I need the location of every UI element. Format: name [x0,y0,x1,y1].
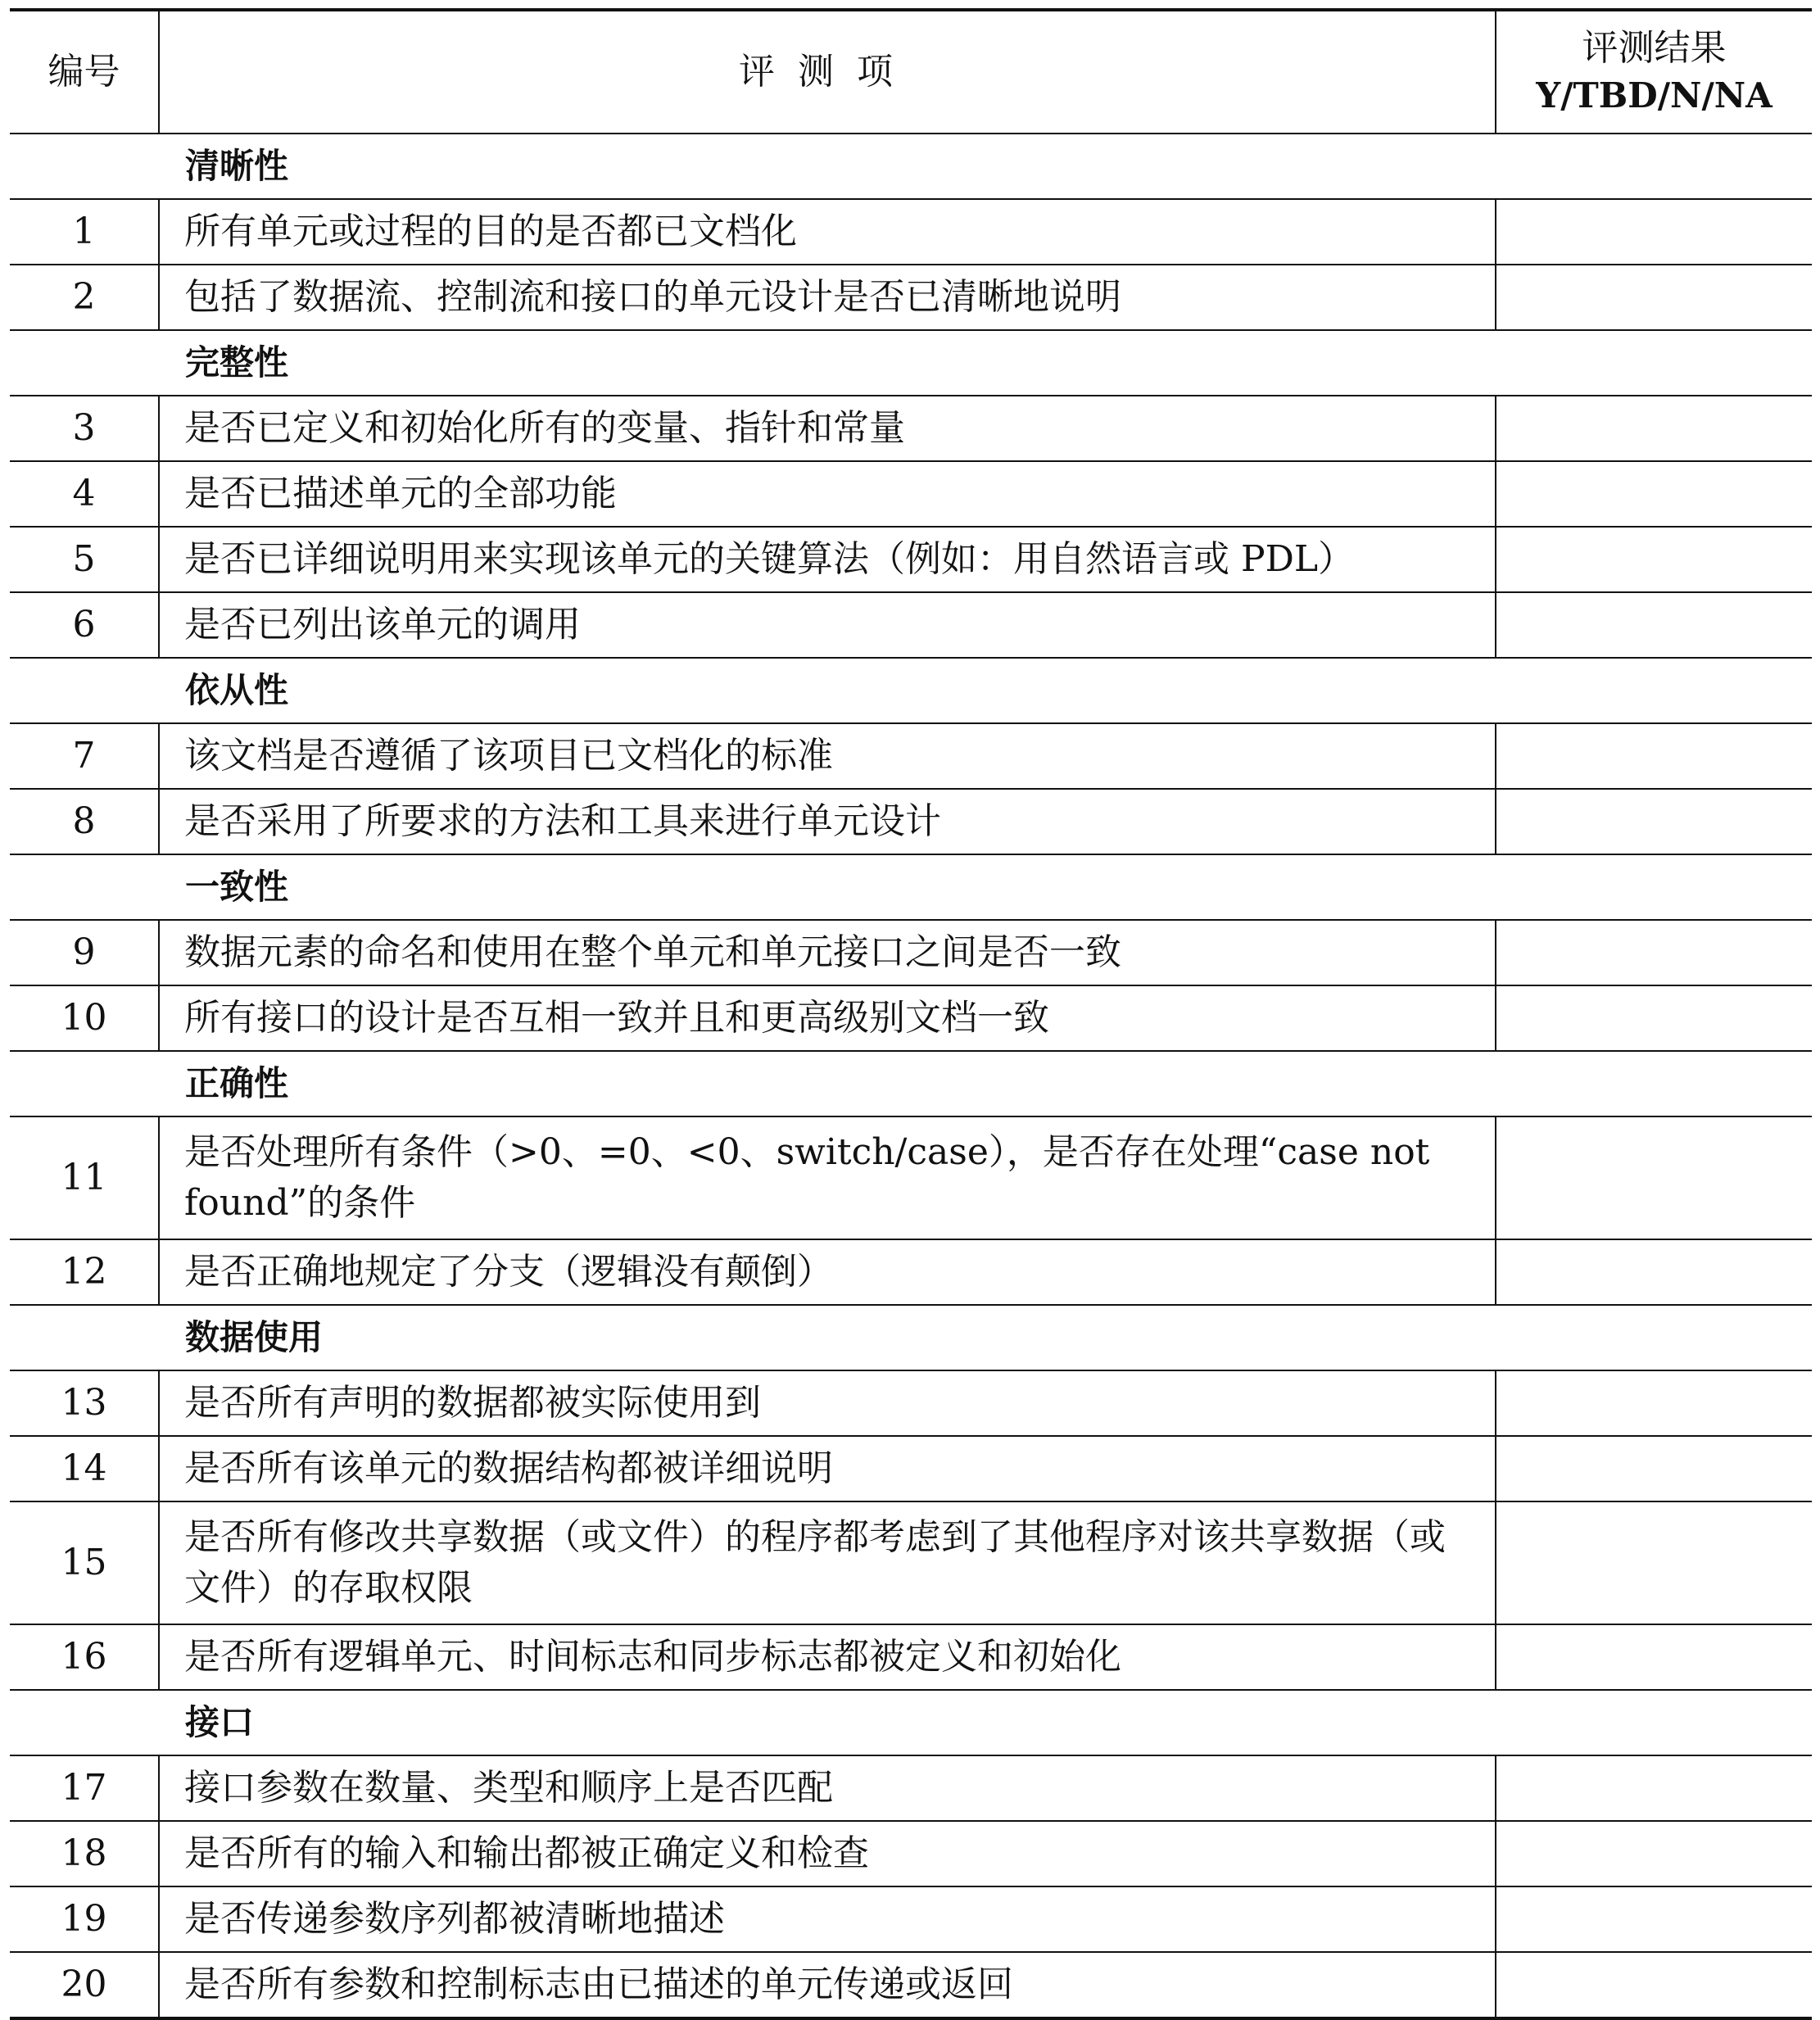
category-row [10,134,1812,199]
checklist-row [10,527,1812,592]
item-text: 是否处理所有条件（>0、=0、<0、switch/case），是否存在处理“case not found”的条件 [159,1116,1496,1239]
item-text: 包括了数据流、控制流和接口的单元设计是否已清晰地说明 [159,265,1496,330]
review-checklist-table [10,8,1812,2020]
result-cell[interactable] [1496,527,1812,592]
category-label: 一致性 [159,854,1812,920]
checklist-row [10,1239,1812,1305]
category-label: 依从性 [159,658,1812,723]
checklist-row [10,1952,1812,2018]
item-text: 是否所有声明的数据都被实际使用到 [159,1370,1496,1436]
category-label: 清晰性 [159,134,1812,199]
category-row [10,330,1812,396]
item-number: 17 [10,1755,159,1821]
result-cell[interactable] [1496,985,1812,1051]
checklist-row [10,985,1812,1051]
item-number: 10 [10,985,159,1051]
header-result-codes: Y/TBD/N/NA [1536,75,1772,115]
item-text: 是否已列出该单元的调用 [159,592,1496,658]
category-number-cell [10,658,159,723]
checklist-row [10,265,1812,330]
item-text: 是否所有逻辑单元、时间标志和同步标志都被定义和初始化 [159,1624,1496,1690]
result-cell[interactable] [1496,723,1812,789]
result-cell[interactable] [1496,1116,1812,1239]
category-number-cell [10,854,159,920]
category-number-cell [10,1690,159,1755]
checklist-row [10,723,1812,789]
category-row [10,1305,1812,1370]
item-number: 19 [10,1886,159,1952]
item-number: 18 [10,1821,159,1886]
checklist-row [10,461,1812,527]
checklist-row [10,1886,1812,1952]
category-number-cell [10,1305,159,1370]
checklist-row [10,1436,1812,1501]
category-label: 正确性 [159,1051,1812,1116]
result-cell[interactable] [1496,1624,1812,1690]
item-text: 是否采用了所要求的方法和工具来进行单元设计 [159,789,1496,854]
result-cell[interactable] [1496,1755,1812,1821]
checklist-row [10,1624,1812,1690]
item-number: 5 [10,527,159,592]
result-cell[interactable] [1496,789,1812,854]
checklist-body [10,134,1812,2018]
category-label: 数据使用 [159,1305,1812,1370]
item-number: 6 [10,592,159,658]
checklist-row [10,1116,1812,1239]
item-number: 12 [10,1239,159,1305]
item-text: 是否已详细说明用来实现该单元的关键算法（例如：用自然语言或 PDL） [159,527,1496,592]
category-row [10,854,1812,920]
result-cell[interactable] [1496,920,1812,985]
checklist-row [10,920,1812,985]
item-number: 15 [10,1501,159,1624]
item-text: 所有接口的设计是否互相一致并且和更高级别文档一致 [159,985,1496,1051]
result-cell[interactable] [1496,199,1812,265]
category-row [10,658,1812,723]
result-cell[interactable] [1496,461,1812,527]
result-cell[interactable] [1496,592,1812,658]
result-cell[interactable] [1496,1952,1812,2018]
result-cell[interactable] [1496,265,1812,330]
checklist-row [10,1821,1812,1886]
category-label: 完整性 [159,330,1812,396]
item-number: 4 [10,461,159,527]
checklist-row [10,789,1812,854]
item-text: 是否正确地规定了分支（逻辑没有颠倒） [159,1239,1496,1305]
item-text: 是否已定义和初始化所有的变量、指针和常量 [159,396,1496,461]
item-number: 1 [10,199,159,265]
item-number: 20 [10,1952,159,2018]
item-text: 是否所有修改共享数据（或文件）的程序都考虑到了其他程序对该共享数据（或文件）的存取权限 [159,1501,1496,1624]
item-number: 3 [10,396,159,461]
item-number: 9 [10,920,159,985]
result-cell[interactable] [1496,396,1812,461]
table-header-row [10,10,1812,134]
item-number: 2 [10,265,159,330]
header-result [1496,10,1812,134]
result-cell[interactable] [1496,1239,1812,1305]
result-cell[interactable] [1496,1821,1812,1886]
checklist-row [10,1370,1812,1436]
checklist-row [10,199,1812,265]
item-text: 该文档是否遵循了该项目已文档化的标准 [159,723,1496,789]
item-number: 11 [10,1116,159,1239]
item-text: 接口参数在数量、类型和顺序上是否匹配 [159,1755,1496,1821]
item-text: 是否所有参数和控制标志由已描述的单元传递或返回 [159,1952,1496,2018]
category-row [10,1051,1812,1116]
category-label: 接口 [159,1690,1812,1755]
header-review-item: 评测项 [159,10,1496,134]
header-result-title: 评测结果 [1582,27,1727,69]
item-number: 8 [10,789,159,854]
checklist-row [10,1501,1812,1624]
item-text: 数据元素的命名和使用在整个单元和单元接口之间是否一致 [159,920,1496,985]
category-row [10,1690,1812,1755]
item-number: 7 [10,723,159,789]
item-number: 13 [10,1370,159,1436]
result-cell[interactable] [1496,1501,1812,1624]
result-cell[interactable] [1496,1436,1812,1501]
item-text: 是否所有的输入和输出都被正确定义和检查 [159,1821,1496,1886]
category-number-cell [10,1051,159,1116]
checklist-row [10,592,1812,658]
category-number-cell [10,134,159,199]
category-number-cell [10,330,159,396]
item-text: 是否已描述单元的全部功能 [159,461,1496,527]
header-number: 编号 [10,10,159,134]
item-number: 16 [10,1624,159,1690]
item-number: 14 [10,1436,159,1501]
item-text: 是否传递参数序列都被清晰地描述 [159,1886,1496,1952]
result-cell[interactable] [1496,1370,1812,1436]
item-text: 是否所有该单元的数据结构都被详细说明 [159,1436,1496,1501]
checklist-row [10,1755,1812,1821]
item-text: 所有单元或过程的目的是否都已文档化 [159,199,1496,265]
checklist-row [10,396,1812,461]
result-cell[interactable] [1496,1886,1812,1952]
